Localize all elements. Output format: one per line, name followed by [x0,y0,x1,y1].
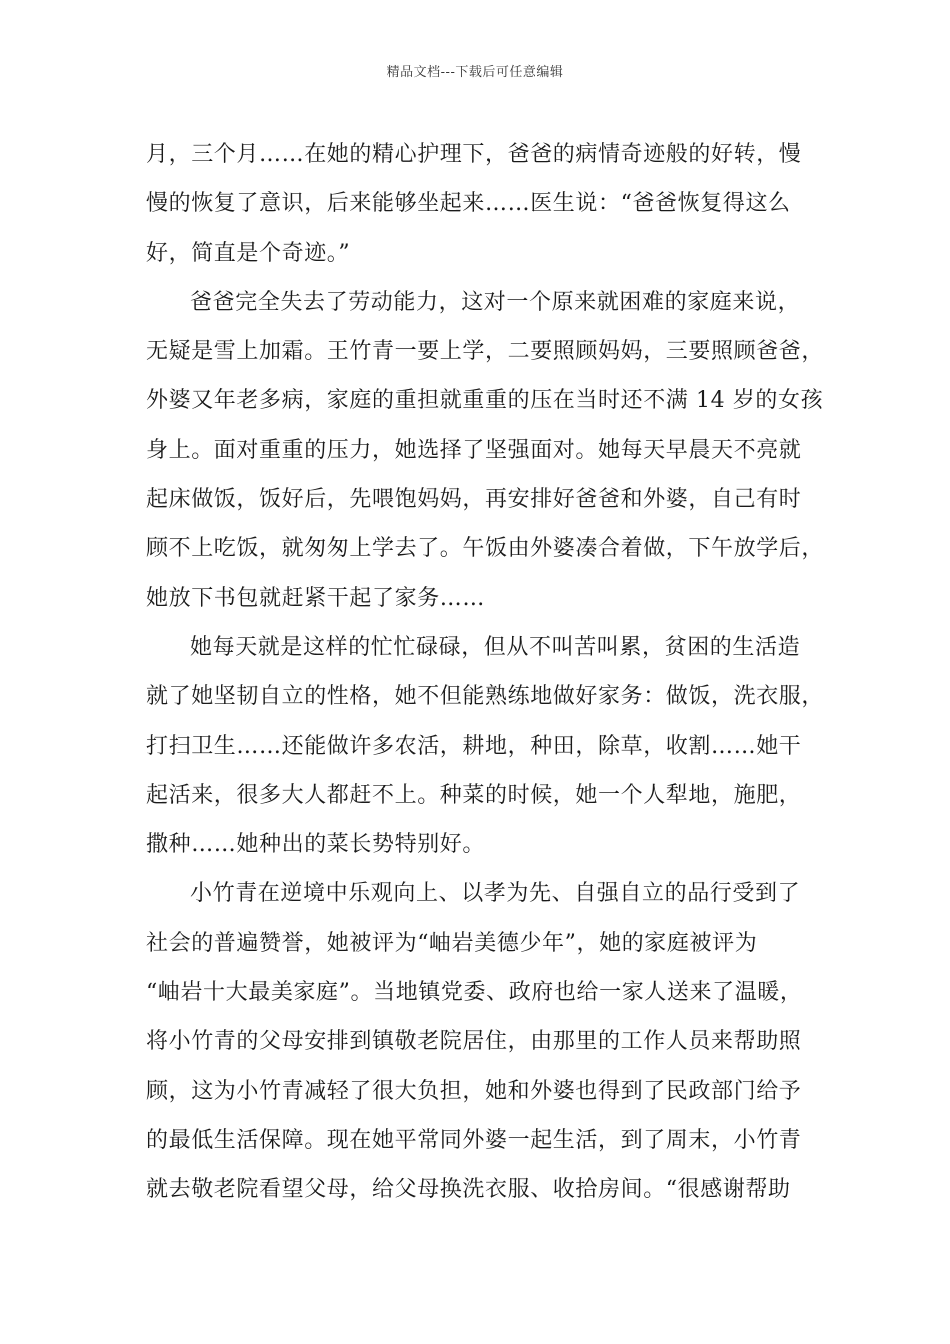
text-line: 好，简直是个奇迹。” [146,240,351,266]
text-line: 就了她坚韧自立的性格，她不但能熟练地做好家务：做饭，洗衣服， [146,684,825,710]
text-line: 月，三个月……在她的精心护理下，爸爸的病情奇迹般的好转，慢 [146,142,802,167]
text-line: 撒种……她种出的菜长势特别好。 [146,832,486,858]
text-line: 社会的普遍赞誉，她被评为“岫岩美德少年”，她的家庭被评为 [146,930,758,956]
text-line: 顾，这为小竹青减轻了很大负担，她和外婆也得到了民政部门给予 [146,1078,802,1104]
paragraph-first-line: 爸爸完全失去了劳动能力，这对一个原来就困难的家庭来说， [190,289,801,315]
text-line: 慢的恢复了意识，后来能够坐起来……医生说：“爸爸恢复得这么 [146,191,791,217]
text-line: 外婆又年老多病，家庭的重担就重重的压在当时还不满 14 岁的女孩 [146,388,824,414]
text-line: 她放下书包就赶紧干起了家务…… [146,585,486,611]
text-line: 起床做饭，饭好后，先喂饱妈妈，再安排好爸爸和外婆，自己有时 [146,487,802,513]
text-line: 顾不上吃饭，就匆匆上学去了。午饭由外婆凑合着做，下午放学后， [146,536,825,562]
text-line: “岫岩十大最美家庭”。当地镇党委、政府也给一家人送来了温暖， [146,980,803,1006]
text-line: 的最低生活保障。现在她平常同外婆一起生活，到了周末，小竹青 [146,1127,802,1153]
document-body [146,130,826,1215]
text-line: 就去敬老院看望父母，给父母换洗衣服、收拾房间。“很感谢帮助 [146,1177,791,1203]
text-line: 无疑是雪上加霜。王竹青一要上学，二要照顾妈妈，三要照顾爸爸， [146,339,825,365]
paragraph-first-line: 她每天就是这样的忙忙碌碌，但从不叫苦叫累，贫困的生活造 [190,634,801,660]
text-line: 打扫卫生……还能做许多农活，耕地，种田，除草，收割……她干 [146,733,802,759]
text-line: 将小竹青的父母安排到镇敬老院居住，由那里的工作人员来帮助照 [146,1029,802,1055]
text-line: 身上。面对重重的压力，她选择了坚强面对。她每天早晨天不亮就 [146,437,802,463]
page-header: 精品文档---下载后可任意编辑 [386,65,564,80]
paragraph-first-line: 小竹青在逆境中乐观向上、以孝为先、自强自立的品行受到了 [190,881,801,907]
text-line: 起活来，很多大人都赶不上。种菜的时候，她一个人犁地，施肥， [146,782,802,808]
